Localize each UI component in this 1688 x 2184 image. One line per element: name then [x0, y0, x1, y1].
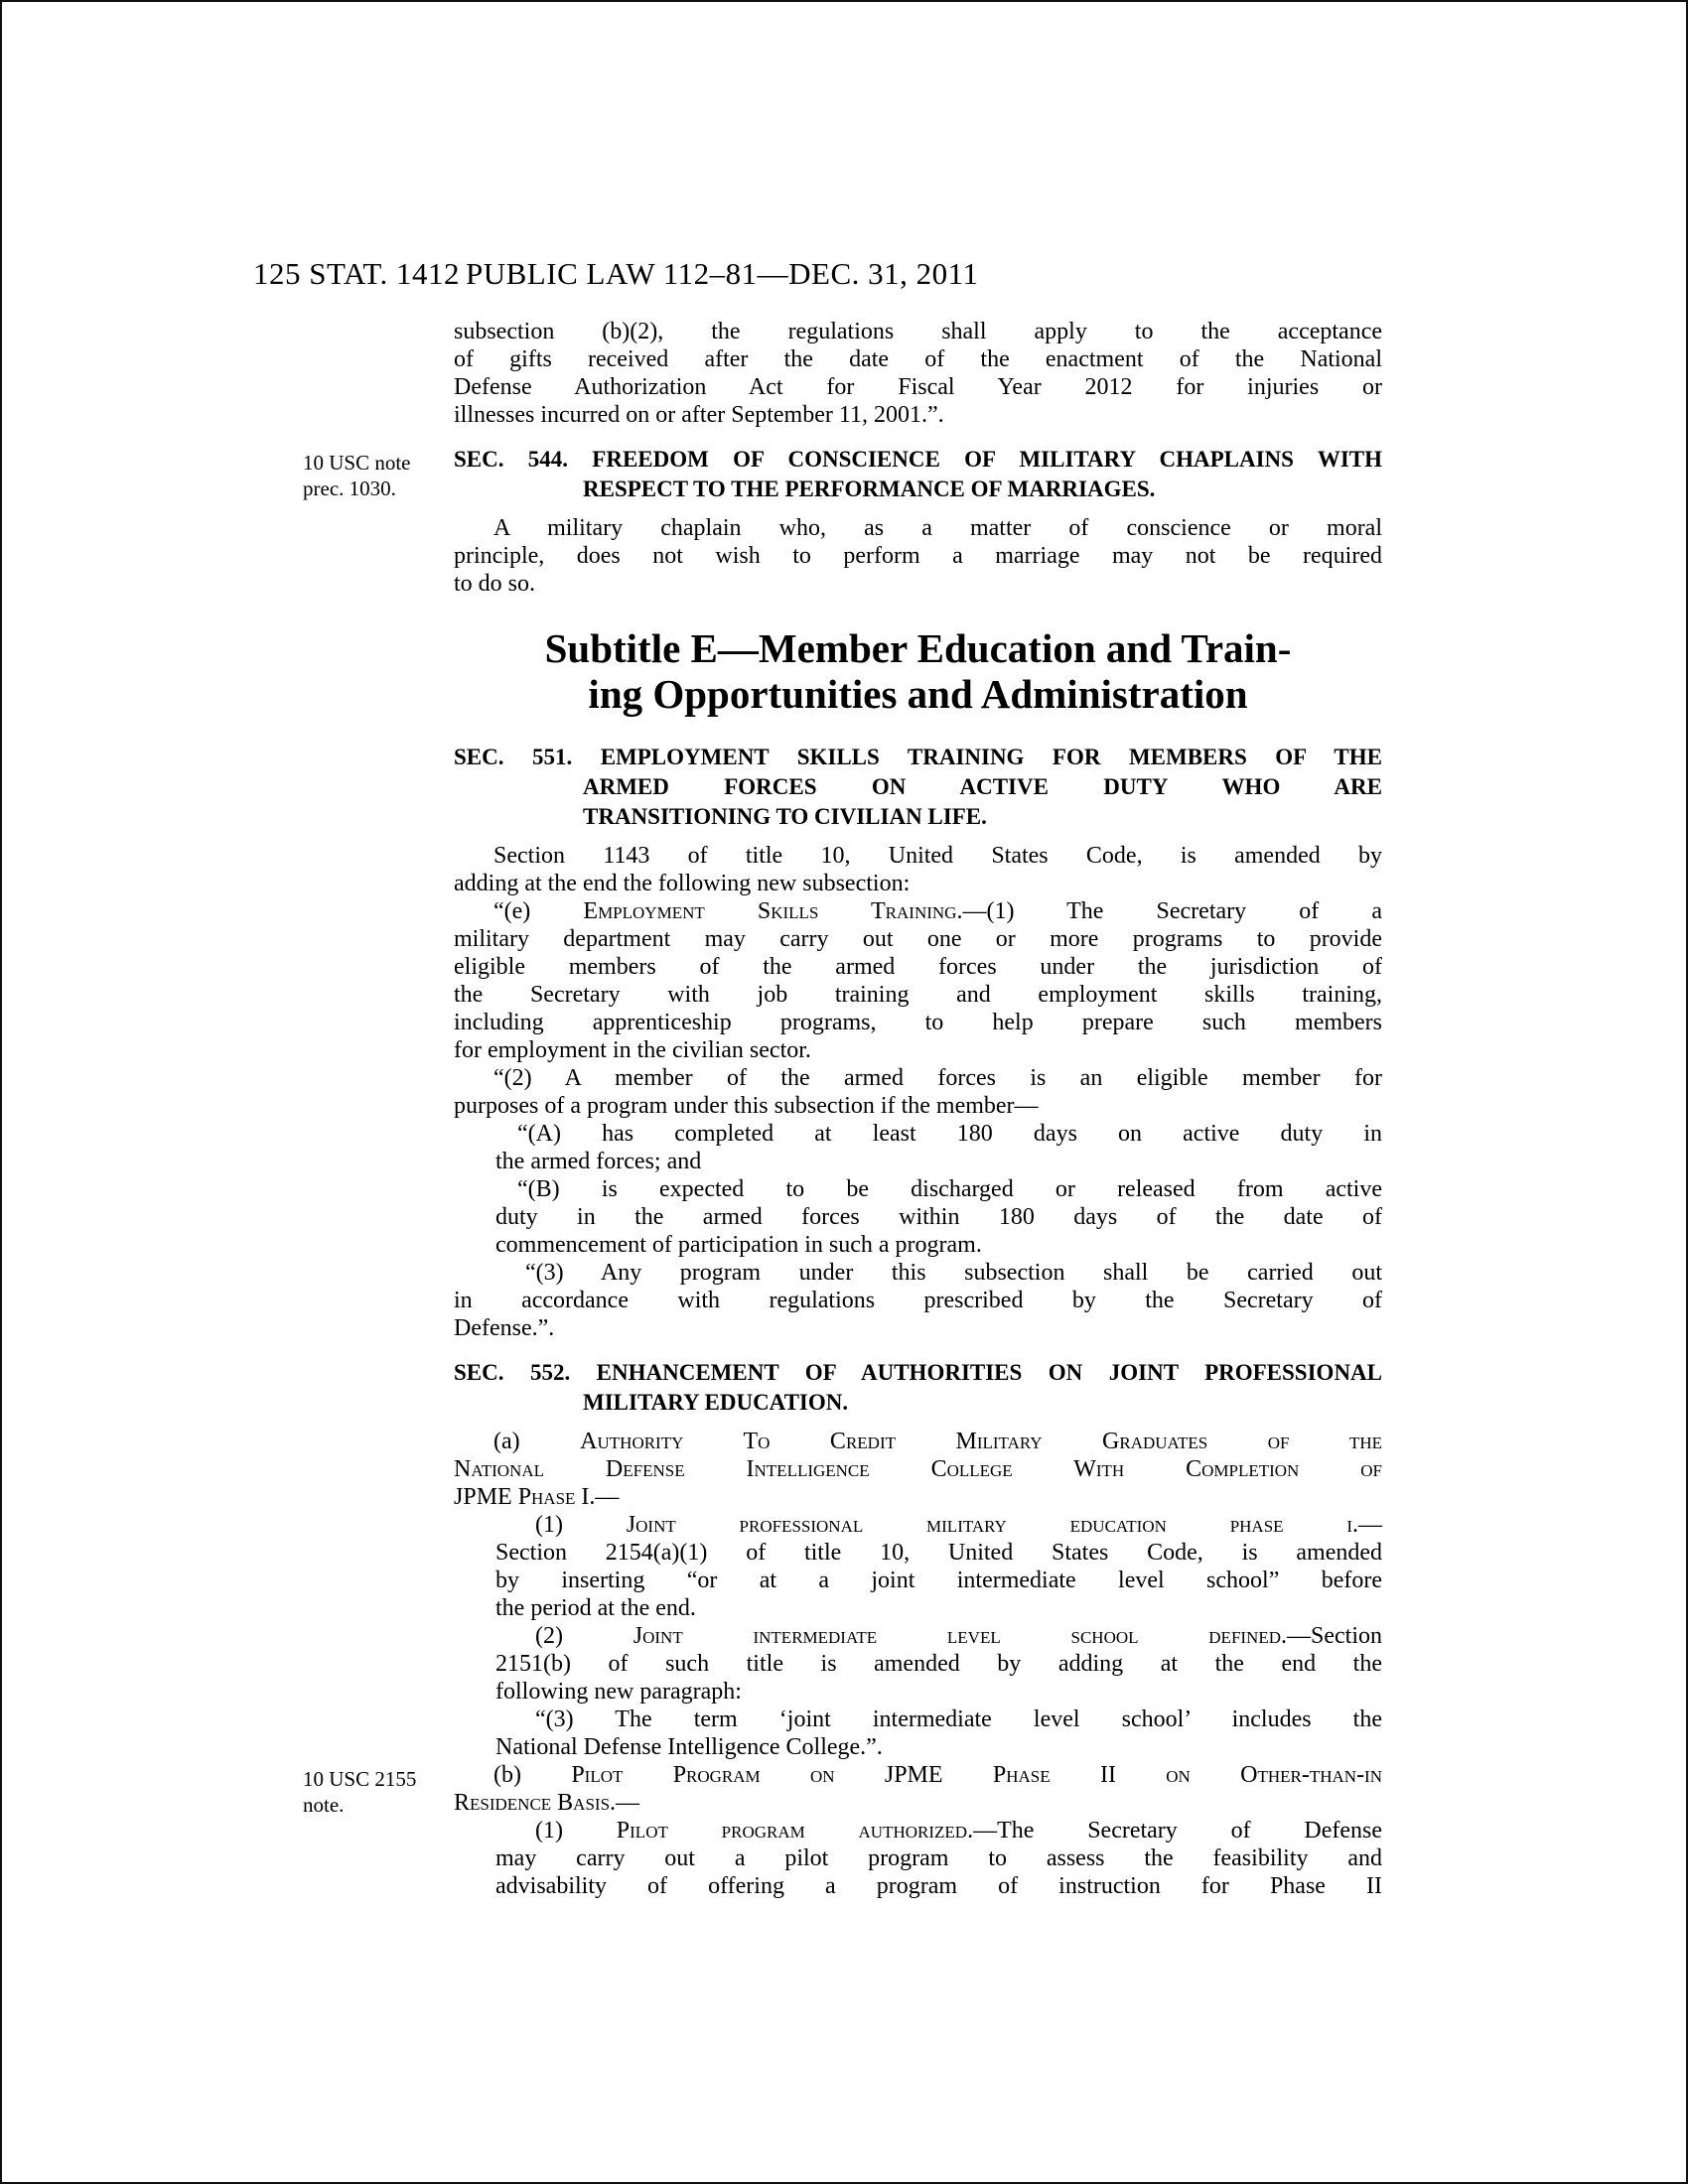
- sec-heading: [454, 1358, 1382, 1418]
- margin-note-line: note.: [303, 1793, 345, 1817]
- text-run: adding at the end the following new subsection:: [454, 871, 911, 896]
- text-line: [454, 925, 1382, 953]
- text-run: A military chaplain who, as a matter of conscience or moral: [493, 515, 1382, 541]
- margin-note-line: 10 USC 2155: [303, 1767, 417, 1791]
- text-line: [495, 1175, 1382, 1203]
- margin-note-line: 10 USC note: [303, 451, 411, 475]
- para-indent: [454, 897, 1382, 1064]
- text-line: [454, 1789, 1382, 1817]
- text-line: [495, 1231, 1382, 1259]
- text-line: [454, 953, 1382, 981]
- text-line: [454, 373, 1382, 401]
- running-head-law-title: PUBLIC LAW 112–81—DEC. 31, 2011: [466, 256, 979, 291]
- text-run: Defense.”.: [454, 1315, 555, 1341]
- text-line: [454, 1036, 1382, 1064]
- text-line: [495, 1733, 1382, 1761]
- numbered: [495, 1622, 1382, 1706]
- text-line: [454, 981, 1382, 1009]
- text-run: 2151(b) of such title is amended by adding at the end the: [495, 1651, 1382, 1677]
- text-line: [495, 1567, 1382, 1594]
- small-caps-run: National Defense Intelligence College With Completion of: [454, 1456, 1382, 1482]
- text-line: [454, 1428, 1382, 1455]
- text-run: by inserting “or at a joint intermediate level school” before: [495, 1568, 1382, 1593]
- text-run: purposes of a program under this subsection if the member—: [454, 1093, 1039, 1119]
- text-run: Defense Authorization Act for Fiscal Year 2012 for injuries or: [454, 374, 1382, 400]
- text-run: SEC. 551. EMPLOYMENT SKILLS TRAINING FOR MEMBERS OF THE: [454, 745, 1382, 769]
- text-run: SEC. 552. ENHANCEMENT OF AUTHORITIES ON JOINT PROFESSIONAL: [454, 1360, 1382, 1385]
- small-caps-run: JPME Phase I: [454, 1484, 590, 1510]
- text-line: [495, 1539, 1382, 1567]
- text-run: illnesses incurred on or after September 11, 2001.”.: [454, 402, 944, 428]
- text-run: military department may carry out one or more programs to provide: [454, 926, 1382, 952]
- para-indent2: [454, 1259, 1382, 1342]
- para-flush: [454, 318, 1382, 429]
- text-run: .—: [1352, 1512, 1383, 1538]
- text-line: [495, 1120, 1382, 1148]
- para-indent: [454, 1064, 1382, 1120]
- text-line: [495, 1844, 1382, 1872]
- text-run: (1): [535, 1512, 627, 1538]
- text-run: eligible members of the armed forces under the jurisdiction of: [454, 954, 1382, 980]
- text-run: Subtitle E—Member Education and Train-: [544, 625, 1292, 671]
- text-line: [454, 514, 1382, 542]
- text-line: [495, 1511, 1382, 1539]
- text-run: Section 1143 of title 10, United States Code, is amended by: [493, 843, 1382, 869]
- small-caps-run: Residence Basis: [454, 1790, 611, 1816]
- para-indent: [454, 514, 1382, 598]
- text-line: [454, 772, 1382, 802]
- text-line: [454, 542, 1382, 570]
- text-run: .—The Secretary of Defense: [967, 1818, 1383, 1843]
- text-line: [495, 1594, 1382, 1622]
- text-line: [454, 1358, 1382, 1388]
- small-caps-run: Joint intermediate level school defined: [633, 1623, 1281, 1649]
- page-number-stat: 125 STAT. 1412: [253, 256, 461, 291]
- text-line: [454, 1388, 1382, 1418]
- sec-heading: [454, 743, 1382, 832]
- text-run: “(3) Any program under this subsection shall be carried out: [525, 1260, 1382, 1286]
- text-line: [454, 1287, 1382, 1314]
- numbered: [495, 1511, 1382, 1622]
- subtitle: [454, 625, 1382, 717]
- text-run: “(A) has completed at least 180 days on active duty in: [517, 1121, 1382, 1147]
- margin-note: [303, 1766, 442, 1818]
- small-caps-run: Employment Skills Training: [583, 898, 957, 924]
- text-run: subsection (b)(2), the regulations shall apply to the acceptance: [454, 319, 1382, 344]
- text-run: for employment in the civilian sector.: [454, 1037, 811, 1063]
- text-line: [495, 1203, 1382, 1231]
- text-run: TRANSITIONING TO CIVILIAN LIFE.: [583, 804, 987, 829]
- text-line: [495, 1678, 1382, 1706]
- text-line: [495, 1148, 1382, 1175]
- para-indent: [454, 842, 1382, 897]
- text-run: the Secretary with job training and employment skills training,: [454, 982, 1382, 1008]
- para-indent: [454, 1761, 1382, 1817]
- small-caps-run: Pilot Program on JPME Phase II on Other-than-in: [571, 1762, 1382, 1788]
- text-line: [454, 1259, 1382, 1287]
- text-line: [454, 318, 1382, 345]
- text-line: [454, 1064, 1382, 1092]
- text-run: commencement of participation in such a program.: [495, 1232, 982, 1258]
- text-run: .—Section: [1281, 1623, 1382, 1649]
- text-run: following new paragraph:: [495, 1679, 742, 1705]
- text-run: MILITARY EDUCATION.: [583, 1390, 849, 1415]
- para-indent: [454, 1428, 1382, 1511]
- text-line: [454, 570, 1382, 598]
- text-line: [454, 625, 1382, 671]
- text-run: to do so.: [454, 571, 536, 597]
- text-run: “(e): [493, 898, 584, 924]
- text-run: “(B) is expected to be discharged or released from active: [517, 1176, 1382, 1202]
- small-caps-run: Authority To Credit Military Graduates of the: [580, 1429, 1383, 1454]
- text-line: [454, 802, 1382, 832]
- text-run: .—(1) The Secretary of a: [956, 898, 1382, 924]
- text-run: (2): [535, 1623, 633, 1649]
- text-line: [454, 1009, 1382, 1036]
- text-run: “(3) The term ‘joint intermediate level school’ includes the: [535, 1706, 1382, 1732]
- text-run: ARMED FORCES ON ACTIVE DUTY WHO ARE: [583, 774, 1382, 799]
- text-run: principle, does not wish to perform a marriage may not be required: [454, 543, 1382, 569]
- text-line: [495, 1650, 1382, 1678]
- text-line: [454, 1761, 1382, 1789]
- text-line: [454, 445, 1382, 475]
- text-line: [454, 1455, 1382, 1483]
- text-line: [454, 897, 1382, 925]
- text-line: [454, 401, 1382, 429]
- margin-note: [303, 450, 442, 501]
- document-column: [454, 318, 1382, 1900]
- quoted-para: [495, 1706, 1382, 1761]
- text-line: [454, 743, 1382, 772]
- margin-note-line: prec. 1030.: [303, 477, 396, 500]
- text-line: [454, 842, 1382, 870]
- text-run: advisability of offering a program of instruction for Phase II: [495, 1873, 1382, 1899]
- text-run: (1): [535, 1818, 617, 1843]
- text-line: [495, 1622, 1382, 1650]
- text-line: [454, 870, 1382, 897]
- text-run: the period at the end.: [495, 1595, 696, 1621]
- text-line: [454, 475, 1382, 504]
- text-run: (b): [493, 1762, 572, 1788]
- text-line: [495, 1817, 1382, 1844]
- text-run: duty in the armed forces within 180 days of the date of: [495, 1204, 1382, 1230]
- text-run: Section 2154(a)(1) of title 10, United States Code, is amended: [495, 1540, 1382, 1566]
- small-caps-run: Joint professional military education phase i: [626, 1512, 1353, 1538]
- text-run: .—: [589, 1484, 620, 1510]
- text-run: the armed forces; and: [495, 1149, 702, 1174]
- sec-heading: [454, 445, 1382, 504]
- subpara: [495, 1120, 1382, 1175]
- text-line: [454, 1483, 1382, 1511]
- text-line: [495, 1872, 1382, 1900]
- text-run: in accordance with regulations prescribed by the Secretary of: [454, 1288, 1382, 1313]
- text-line: [454, 1092, 1382, 1120]
- text-run: RESPECT TO THE PERFORMANCE OF MARRIAGES.: [583, 477, 1156, 501]
- text-run: “(2) A member of the armed forces is an eligible member for: [493, 1065, 1382, 1091]
- numbered: [495, 1817, 1382, 1900]
- subpara: [495, 1175, 1382, 1259]
- text-run: ing Opportunities and Administration: [588, 671, 1248, 717]
- text-line: [454, 345, 1382, 373]
- text-run: (a): [493, 1429, 581, 1454]
- text-run: may carry out a pilot program to assess the feasibility and: [495, 1845, 1382, 1871]
- text-line: [495, 1706, 1382, 1733]
- text-run: of gifts received after the date of the enactment of the National: [454, 346, 1382, 372]
- text-run: SEC. 544. FREEDOM OF CONSCIENCE OF MILITARY CHAPLAINS WITH: [454, 447, 1382, 472]
- text-line: [454, 671, 1382, 717]
- text-line: [454, 1314, 1382, 1342]
- text-run: National Defense Intelligence College.”.: [495, 1734, 883, 1760]
- text-run: .—: [610, 1790, 640, 1816]
- text-run: including apprenticeship programs, to help prepare such members: [454, 1010, 1382, 1035]
- small-caps-run: Pilot program authorized: [616, 1818, 968, 1843]
